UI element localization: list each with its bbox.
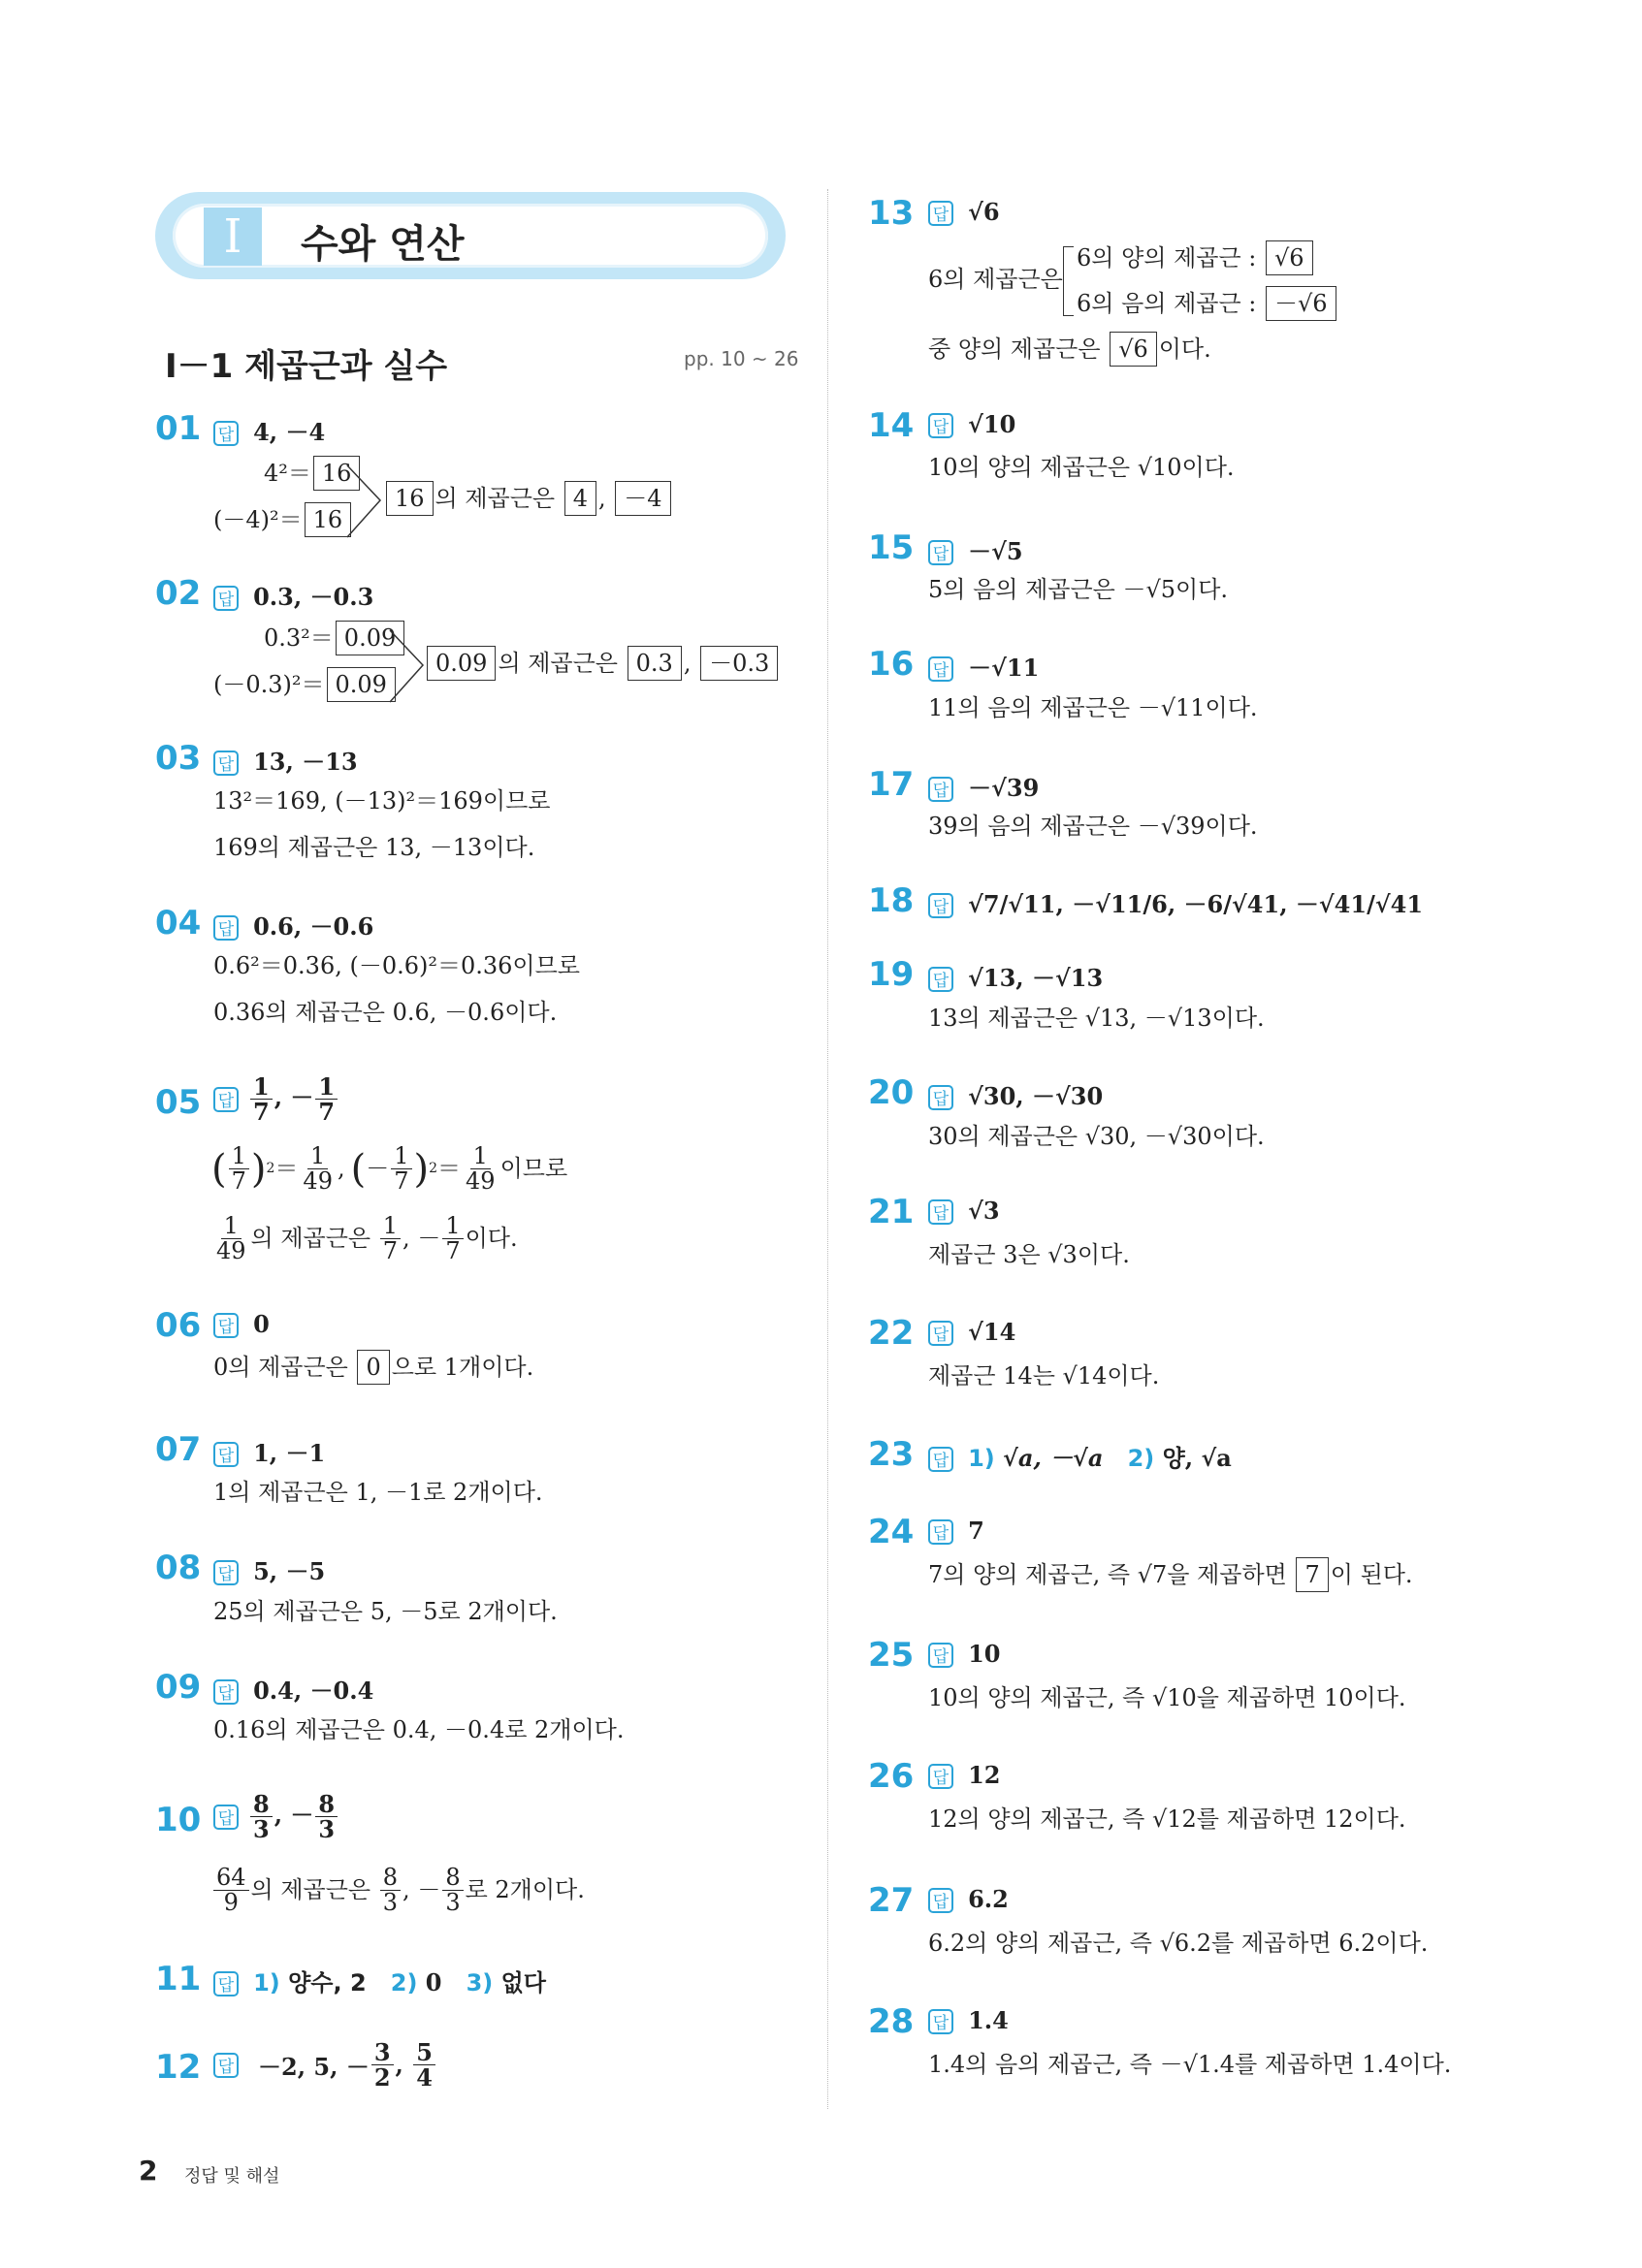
answer-text: 1) √a, －√a 2) 양, √a <box>968 1444 1232 1472</box>
answer-row <box>213 1672 373 1706</box>
explanation-line: 11의 음의 제곱근은 －√11이다. <box>928 694 1258 721</box>
answer-box: －√6 <box>1266 286 1336 321</box>
answer-row <box>928 198 1000 226</box>
answer-row <box>928 885 1423 919</box>
answer-badge: 답 <box>213 1087 239 1112</box>
answer-row <box>213 908 373 942</box>
section-name: 제곱근과 실수 <box>244 347 448 386</box>
answer-text: √10 <box>968 410 1016 438</box>
item-number: 09 <box>155 1668 202 1707</box>
eq-text: (－4)²＝ <box>213 506 303 533</box>
answer-row <box>928 1885 1009 1913</box>
chapter-banner-inner <box>173 204 768 268</box>
section-pages: pp. 10 ~ 26 <box>684 347 799 370</box>
answer-text: 0.3, －0.3 <box>253 583 374 611</box>
answer-text: 1.4 <box>968 2006 1009 2034</box>
answer-text: $\frac{8}{3}$ , － $\frac{8}{3}$ <box>248 1792 339 1841</box>
answer-badge: 답 <box>928 656 953 682</box>
answer-badge: 답 <box>213 586 239 611</box>
item-number: 11 <box>155 1960 202 1998</box>
answer-row <box>213 578 373 612</box>
item-number: 24 <box>868 1513 915 1551</box>
explanation-line: 1.4의 음의 제곱근, 즉 －√1.4를 제곱하면 1.4이다. <box>928 2051 1452 2078</box>
eq-line: 0.09 의 제곱근은 0.3 , －0.3 <box>425 646 780 681</box>
explanation-line: 25의 제곱근은 5, －5로 2개이다. <box>213 1598 558 1625</box>
eq-text: 의 제곱근은 <box>435 485 556 512</box>
answer-text: 7 <box>968 1517 984 1545</box>
answer-text: √7/√11, －√11/6, －6/√41, －√41/√41 <box>968 890 1424 918</box>
item-number: 07 <box>155 1430 202 1469</box>
answer-box: 0.09 <box>327 667 396 702</box>
answer-text: √14 <box>968 1318 1016 1346</box>
answer-box: 16 <box>305 502 352 537</box>
answer-row <box>213 1310 270 1338</box>
item-number: 21 <box>868 1193 915 1231</box>
answer-badge: 답 <box>928 1321 953 1346</box>
explanation-line: 0.36의 제곱근은 0.6, －0.6이다. <box>213 999 558 1026</box>
answer-row <box>213 1434 325 1468</box>
explanation-line: ( $\frac{1}{7}$ ) 2 ＝ $\frac{1}{49}$ , ( － $\frac{1}{7}$ ) 2 ＝ $\frac{1}{49}$ 이므로 <box>211 1142 568 1196</box>
answer-row <box>928 1761 1001 1789</box>
answer-text: 1, －1 <box>253 1439 326 1467</box>
answer-text: √3 <box>968 1197 1000 1225</box>
explanation-line: $\frac{1}{49}$ 의 제곱근은 $\frac{1}{7}$ , － $\frac{1}{7}$ 이다. <box>216 1212 518 1265</box>
answer-badge: 답 <box>213 1560 239 1585</box>
answer-badge: 답 <box>928 1643 953 1668</box>
answer-box: 0.09 <box>427 646 496 681</box>
item-number: 10 <box>155 1801 202 1839</box>
answer-text: 0.6, －0.6 <box>253 912 374 941</box>
explanation-line: 0.6²＝0.36, (－0.6)²＝0.36이므로 <box>213 952 580 979</box>
answer-row <box>928 532 1023 566</box>
answer-badge: 답 <box>928 893 953 918</box>
answer-badge: 답 <box>213 1971 239 1996</box>
eq-line <box>264 621 406 655</box>
eq-line <box>213 667 398 702</box>
footer-label: 정답 및 해설 <box>184 2166 280 2187</box>
answer-text: 0 <box>253 1310 270 1338</box>
answer-text: －√39 <box>968 774 1040 802</box>
bracket-arrow <box>345 463 384 541</box>
answer-text: 12 <box>968 1761 1001 1789</box>
explanation-line: 13의 제곱근은 √13, －√13이다. <box>928 1005 1265 1032</box>
answer-row <box>928 1077 1103 1111</box>
explanation-line: 10의 양의 제곱근, 즉 √10을 제곱하면 10이다. <box>928 1684 1406 1711</box>
explanation-line: 39의 음의 제곱근은 －√39이다. <box>928 813 1258 840</box>
eq-text: 0.3²＝ <box>264 624 334 652</box>
answer-row <box>213 1964 546 1997</box>
answer-box: √6 <box>1266 240 1313 275</box>
answer-badge: 답 <box>213 1313 239 1338</box>
answer-badge: 답 <box>928 967 953 992</box>
answer-badge: 답 <box>928 1199 953 1225</box>
answer-row <box>928 1640 1001 1668</box>
answer-badge: 답 <box>928 1764 953 1789</box>
item-number: 27 <box>868 1881 915 1920</box>
item-number: 03 <box>155 739 202 778</box>
item-number: 06 <box>155 1306 202 1345</box>
explanation-line: 13²＝169, (－13)²＝169이므로 <box>213 787 551 815</box>
answer-text: √30, －√30 <box>968 1082 1104 1110</box>
answer-text: －2, 5, － $\frac{3}{2}$ , $\frac{5}{4}$ <box>258 2040 437 2090</box>
answer-badge: 답 <box>928 1888 953 1913</box>
answer-box: 0 <box>357 1350 389 1385</box>
answer-row <box>213 1790 339 1844</box>
answer-badge: 답 <box>213 751 239 776</box>
answer-badge: 답 <box>928 1085 953 1110</box>
answer-row <box>928 959 1103 993</box>
answer-text: 10 <box>968 1640 1001 1668</box>
answer-text: 4, －4 <box>253 418 326 446</box>
chapter-title: 수와 연산 <box>301 222 465 267</box>
explanation-line: 6의 제곱근은 <box>928 266 1063 293</box>
explanation-line: 5의 음의 제곱근은 －√5이다. <box>928 576 1229 603</box>
answer-text: √6 <box>968 198 1000 226</box>
answer-row <box>928 1318 1015 1346</box>
item-number: 08 <box>155 1549 202 1587</box>
answer-text: －√5 <box>968 537 1023 565</box>
explanation-line: 30의 제곱근은 √30, －√30이다. <box>928 1123 1265 1150</box>
bracket <box>1063 246 1074 316</box>
answer-row <box>928 769 1039 803</box>
explanation-line: 10의 양의 제곱근은 √10이다. <box>928 454 1235 481</box>
section-number: Ⅰ－1 <box>165 347 234 386</box>
answer-box: 0.09 <box>336 621 404 655</box>
explanation-line: 12의 양의 제곱근, 즉 √12를 제곱하면 12이다. <box>928 1805 1406 1833</box>
column-divider <box>827 189 828 2109</box>
answer-row <box>213 743 358 777</box>
explanation-line: 7의 양의 제곱근, 즉 √7을 제곱하면 7 이 된다. <box>928 1557 1413 1592</box>
answer-badge: 답 <box>213 421 239 446</box>
answer-text: 13, －13 <box>253 748 358 776</box>
item-number: 05 <box>155 1083 202 1122</box>
item-number: 18 <box>868 881 915 920</box>
answer-row <box>928 2006 1009 2034</box>
item-number: 28 <box>868 2002 915 2041</box>
answer-row <box>928 1439 1232 1473</box>
item-number: 04 <box>155 904 202 942</box>
answer-badge: 답 <box>213 915 239 941</box>
explanation-line: 1의 제곱근은 1, －1로 2개이다. <box>213 1479 543 1506</box>
answer-text: 1) 양수, 2 2) 0 3) 없다 <box>253 1968 546 1996</box>
page-number: 2 <box>139 2155 158 2187</box>
answer-badge: 답 <box>928 777 953 802</box>
answer-badge: 답 <box>213 1442 239 1467</box>
eq-text: (－0.3)²＝ <box>213 671 325 698</box>
answer-badge: 답 <box>213 2053 239 2078</box>
fraction: $\frac{1}{7}$ <box>315 1074 338 1124</box>
answer-badge: 답 <box>928 1519 953 1545</box>
answer-badge: 답 <box>928 1447 953 1472</box>
answer-text: －√11 <box>968 654 1040 682</box>
answer-row <box>928 649 1039 683</box>
eq-text: 의 제곱근은 <box>498 650 618 677</box>
answer-row <box>213 2040 437 2090</box>
answer-badge: 답 <box>213 1679 239 1705</box>
answer-box: －4 <box>615 481 670 516</box>
answer-box: √6 <box>1110 332 1157 367</box>
fraction: $\frac{1}{7}$ <box>250 1074 273 1124</box>
answer-box: 7 <box>1296 1557 1328 1592</box>
explanation-line: 6의 음의 제곱근 : －√6 <box>1077 286 1338 321</box>
item-number: 14 <box>868 406 915 445</box>
explanation-line: 0의 제곱근은 0 으로 1개이다. <box>213 1350 533 1385</box>
answer-badge: 답 <box>928 413 953 438</box>
answer-box: 4 <box>564 481 596 516</box>
answer-row <box>928 1517 984 1545</box>
answer-text: 0.4, －0.4 <box>253 1677 374 1705</box>
item-number: 22 <box>868 1314 915 1353</box>
answer-box: －0.3 <box>700 646 778 681</box>
explanation-line: 제곱근 3은 √3이다. <box>928 1241 1130 1268</box>
answer-box: 16 <box>313 456 361 491</box>
explanation-line: 0.16의 제곱근은 0.4, －0.4로 2개이다. <box>213 1716 625 1743</box>
answer-text: 5, －5 <box>253 1557 326 1585</box>
item-number: 23 <box>868 1435 915 1474</box>
answer-row <box>213 1072 339 1127</box>
answer-badge: 답 <box>928 540 953 565</box>
answer-box: 0.3 <box>628 646 682 681</box>
answer-row <box>928 1197 1000 1225</box>
item-number: 01 <box>155 409 202 448</box>
explanation-line: 6의 양의 제곱근 : √6 <box>1077 240 1315 275</box>
item-number: 16 <box>868 645 915 684</box>
answer-text: $\frac{1}{7}$ , － $\frac{1}{7}$ <box>248 1074 339 1124</box>
explanation-line: 제곱근 14는 √14이다. <box>928 1362 1160 1390</box>
item-number: 12 <box>155 2048 202 2087</box>
answer-badge: 답 <box>213 1805 239 1830</box>
item-number: 02 <box>155 574 202 613</box>
answer-badge: 답 <box>928 2009 953 2034</box>
explanation-line: $\frac{64}{9}$ 의 제곱근은 $\frac{8}{3}$ , － $\frac{8}{3}$ 로 2개이다. <box>211 1866 585 1915</box>
answer-text: √13, －√13 <box>968 964 1104 992</box>
item-number: 17 <box>868 765 915 804</box>
explanation-line: 6.2의 양의 제곱근, 즉 √6.2를 제곱하면 6.2이다. <box>928 1930 1429 1957</box>
bracket-arrow <box>388 628 427 706</box>
answer-row <box>928 410 1015 438</box>
item-number: 19 <box>868 955 915 994</box>
item-number: 15 <box>868 528 915 567</box>
chapter-roman-badge: Ⅰ <box>204 208 262 266</box>
item-number: 13 <box>868 194 915 233</box>
explanation-line: 중 양의 제곱근은 √6 이다. <box>928 332 1211 367</box>
answer-box: 16 <box>386 481 434 516</box>
explanation-line: 169의 제곱근은 13, －13이다. <box>213 834 535 861</box>
eq-line: 16 의 제곱근은 4 , －4 <box>384 481 673 516</box>
eq-line <box>213 502 353 537</box>
item-number: 25 <box>868 1636 915 1675</box>
eq-text: 4²＝ <box>264 460 311 487</box>
section-title <box>165 339 447 387</box>
item-number: 20 <box>868 1073 915 1112</box>
answer-text: 6.2 <box>968 1885 1009 1913</box>
answer-row <box>213 1552 325 1586</box>
item-number: 26 <box>868 1757 915 1796</box>
answer-badge: 답 <box>928 201 953 226</box>
answer-row <box>213 413 325 447</box>
